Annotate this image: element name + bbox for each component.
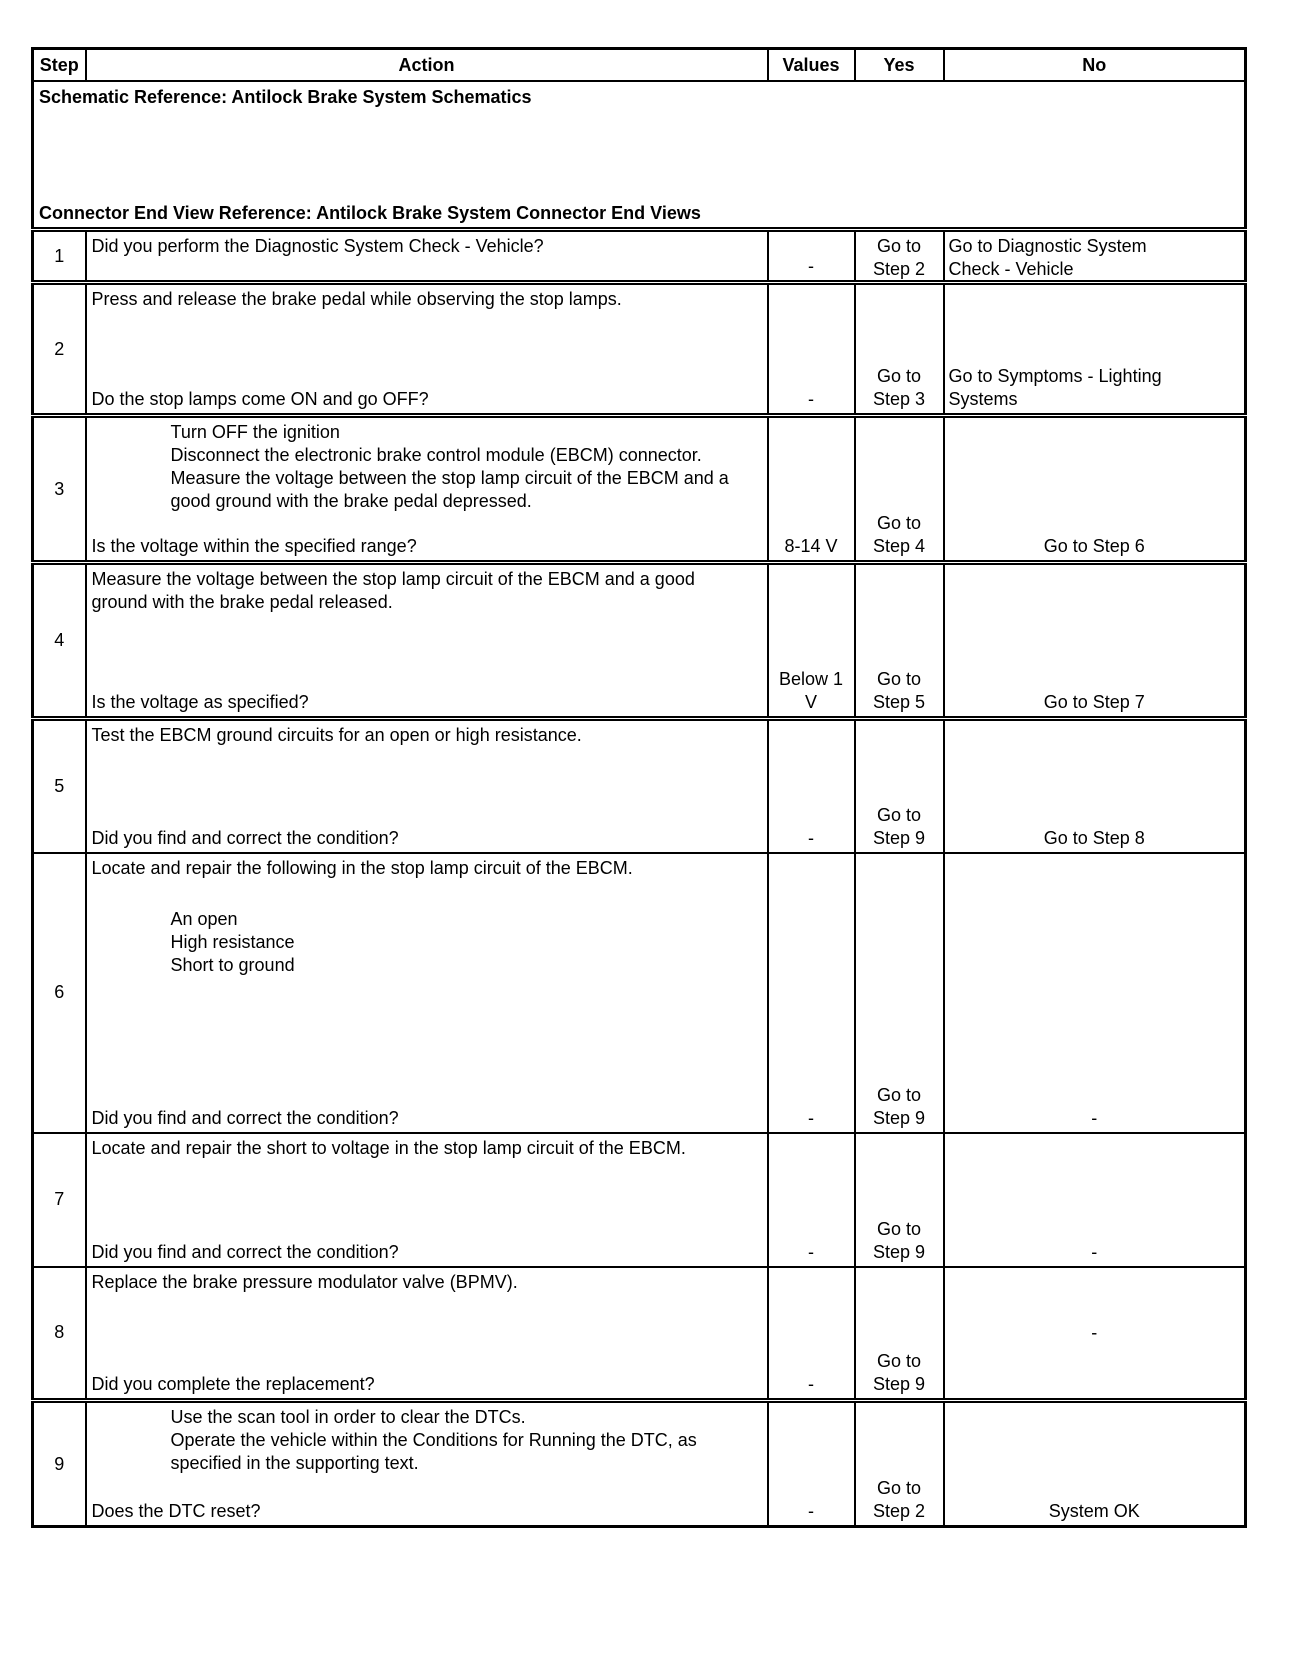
no-line: - bbox=[1091, 1322, 1098, 1343]
value-text: 8-14 V bbox=[784, 536, 838, 556]
header-step: Step bbox=[33, 49, 86, 82]
action-line: Disconnect the electronic brake control module (EBCM) connector. bbox=[170, 445, 702, 465]
step-yes bbox=[855, 283, 944, 416]
step-no bbox=[944, 1401, 1246, 1527]
step-number: 3 bbox=[33, 416, 86, 563]
step-yes bbox=[855, 230, 944, 283]
step-action bbox=[86, 719, 768, 853]
action-line: Operate the vehicle within the Conditions for Running the DTC, as bbox=[170, 1430, 697, 1450]
yes-line: Step 2 bbox=[872, 259, 926, 279]
step-action bbox=[86, 563, 768, 719]
action-line: Use the scan tool in order to clear the DTCs. bbox=[170, 1407, 526, 1427]
connector-reference: Connector End View Reference: Antilock Brake System Connector End Views bbox=[39, 203, 701, 223]
step-value bbox=[768, 853, 855, 1133]
table-row bbox=[33, 230, 1246, 283]
action-question: Did you find and correct the condition? bbox=[91, 827, 399, 848]
reference-row bbox=[33, 81, 1246, 230]
step-action bbox=[86, 1401, 768, 1527]
step-value bbox=[768, 283, 855, 416]
action-line: Locate and repair the following in the stop lamp circuit of the EBCM. bbox=[91, 857, 633, 878]
action-line: Replace the brake pressure modulator valve (BPMV). bbox=[91, 1271, 518, 1292]
step-value bbox=[768, 416, 855, 563]
no-line: Go to Step 7 bbox=[1043, 692, 1145, 712]
table-row bbox=[33, 1401, 1246, 1527]
action-question: Did you find and correct the condition? bbox=[91, 1107, 399, 1128]
action-line: good ground with the brake pedal depressed. bbox=[170, 491, 532, 511]
sub-item: High resistance bbox=[170, 931, 295, 952]
no-line: Check - Vehicle bbox=[948, 259, 1074, 279]
step-no bbox=[944, 283, 1246, 416]
table-row bbox=[33, 853, 1246, 1133]
table-row bbox=[33, 1267, 1246, 1401]
step-yes bbox=[855, 719, 944, 853]
header-row bbox=[33, 49, 1246, 82]
yes-line: Step 2 bbox=[872, 1501, 926, 1521]
yes-line: Go to bbox=[876, 236, 922, 256]
value-text: - bbox=[808, 827, 814, 848]
yes-line: Go to bbox=[876, 513, 922, 533]
value-text: - bbox=[808, 1241, 814, 1262]
step-value bbox=[768, 1267, 855, 1401]
yes-line: Step 5 bbox=[872, 692, 926, 712]
no-line: Go to Symptoms - Lighting bbox=[948, 366, 1162, 386]
step-action bbox=[86, 853, 768, 1133]
action-line: specified in the supporting text. bbox=[170, 1453, 419, 1473]
action-line: Turn OFF the ignition bbox=[170, 422, 340, 442]
step-no bbox=[944, 719, 1246, 853]
step-number: 5 bbox=[33, 719, 86, 853]
step-yes bbox=[855, 1267, 944, 1401]
action-question: Is the voltage as specified? bbox=[91, 692, 309, 712]
step-value bbox=[768, 1133, 855, 1267]
step-no bbox=[944, 230, 1246, 283]
action-question: Do the stop lamps come ON and go OFF? bbox=[91, 389, 429, 409]
table-row bbox=[33, 1133, 1246, 1267]
step-no bbox=[944, 853, 1246, 1133]
action-question: Does the DTC reset? bbox=[91, 1501, 261, 1521]
yes-line: Step 9 bbox=[872, 1107, 926, 1128]
yes-line: Go to bbox=[876, 669, 922, 689]
table-row bbox=[33, 416, 1246, 563]
value-text: - bbox=[808, 1107, 814, 1128]
action-line: Measure the voltage between the stop lamp circuit of the EBCM and a good bbox=[91, 569, 695, 589]
step-number: 6 bbox=[33, 853, 86, 1133]
step-number: 1 bbox=[33, 230, 86, 283]
value-text: - bbox=[808, 389, 814, 409]
step-number: 8 bbox=[33, 1267, 86, 1401]
value-text: - bbox=[808, 1374, 814, 1394]
yes-line: Go to bbox=[876, 366, 922, 386]
action-question: Is the voltage within the specified range? bbox=[91, 536, 417, 556]
no-line: Go to Step 8 bbox=[1043, 827, 1145, 848]
yes-line: Go to bbox=[876, 804, 922, 825]
reference-cell bbox=[33, 81, 1246, 230]
yes-line: Go to bbox=[876, 1478, 922, 1498]
header-yes: Yes bbox=[855, 49, 944, 82]
step-no bbox=[944, 1267, 1246, 1401]
action-line: Measure the voltage between the stop lamp circuit of the EBCM and a bbox=[170, 468, 729, 488]
action-line: Locate and repair the short to voltage in the stop lamp circuit of the EBCM. bbox=[91, 1137, 686, 1158]
table-row bbox=[33, 563, 1246, 719]
action-question: Did you find and correct the condition? bbox=[91, 1241, 399, 1262]
step-yes bbox=[855, 416, 944, 563]
header-no: No bbox=[944, 49, 1246, 82]
yes-line: Go to bbox=[876, 1351, 922, 1371]
yes-line: Step 4 bbox=[872, 536, 926, 556]
step-action bbox=[86, 283, 768, 416]
step-value bbox=[768, 230, 855, 283]
step-yes bbox=[855, 853, 944, 1133]
yes-line: Step 9 bbox=[872, 1241, 926, 1262]
diagnostic-table bbox=[31, 47, 1247, 1528]
value-text: - bbox=[808, 1501, 814, 1521]
action-line: Test the EBCM ground circuits for an open or high resistance. bbox=[91, 725, 582, 745]
step-number: 9 bbox=[33, 1401, 86, 1527]
schematic-reference: Schematic Reference: Antilock Brake System Schematics bbox=[39, 87, 532, 107]
value-line: Below 1 bbox=[778, 669, 844, 689]
no-line: Systems bbox=[948, 389, 1018, 409]
sub-item: Short to ground bbox=[170, 954, 295, 975]
yes-line: Go to bbox=[876, 1218, 922, 1239]
no-line: Go to Step 6 bbox=[1043, 536, 1145, 556]
yes-line: Step 9 bbox=[872, 1374, 926, 1394]
yes-line: Go to bbox=[876, 1084, 922, 1105]
value-text: - bbox=[808, 256, 814, 276]
step-value bbox=[768, 563, 855, 719]
diagnostic-document bbox=[31, 47, 1244, 1528]
action-line: Did you perform the Diagnostic System Check - Vehicle? bbox=[91, 236, 544, 256]
table-row bbox=[33, 283, 1246, 416]
table-row bbox=[33, 719, 1246, 853]
step-no bbox=[944, 563, 1246, 719]
step-number: 7 bbox=[33, 1133, 86, 1267]
step-action bbox=[86, 230, 768, 283]
no-line: - bbox=[1091, 1107, 1098, 1128]
sub-item: An open bbox=[170, 908, 238, 929]
yes-line: Step 9 bbox=[872, 827, 926, 848]
step-action bbox=[86, 1133, 768, 1267]
header-values: Values bbox=[768, 49, 855, 82]
action-line: Press and release the brake pedal while observing the stop lamps. bbox=[91, 289, 622, 309]
step-value bbox=[768, 719, 855, 853]
step-yes bbox=[855, 1133, 944, 1267]
no-line: System OK bbox=[1048, 1501, 1140, 1521]
step-yes bbox=[855, 563, 944, 719]
action-line: ground with the brake pedal released. bbox=[91, 592, 393, 612]
yes-line: Step 3 bbox=[872, 389, 926, 409]
step-action bbox=[86, 1267, 768, 1401]
step-number: 4 bbox=[33, 563, 86, 719]
no-line: Go to Diagnostic System bbox=[948, 236, 1147, 256]
step-value bbox=[768, 1401, 855, 1527]
step-number: 2 bbox=[33, 283, 86, 416]
header-action: Action bbox=[86, 49, 768, 82]
value-line: V bbox=[804, 692, 817, 712]
step-action bbox=[86, 416, 768, 563]
step-no bbox=[944, 416, 1246, 563]
action-question: Did you complete the replacement? bbox=[91, 1374, 375, 1394]
no-line: - bbox=[1091, 1241, 1098, 1262]
step-no bbox=[944, 1133, 1246, 1267]
step-yes bbox=[855, 1401, 944, 1527]
